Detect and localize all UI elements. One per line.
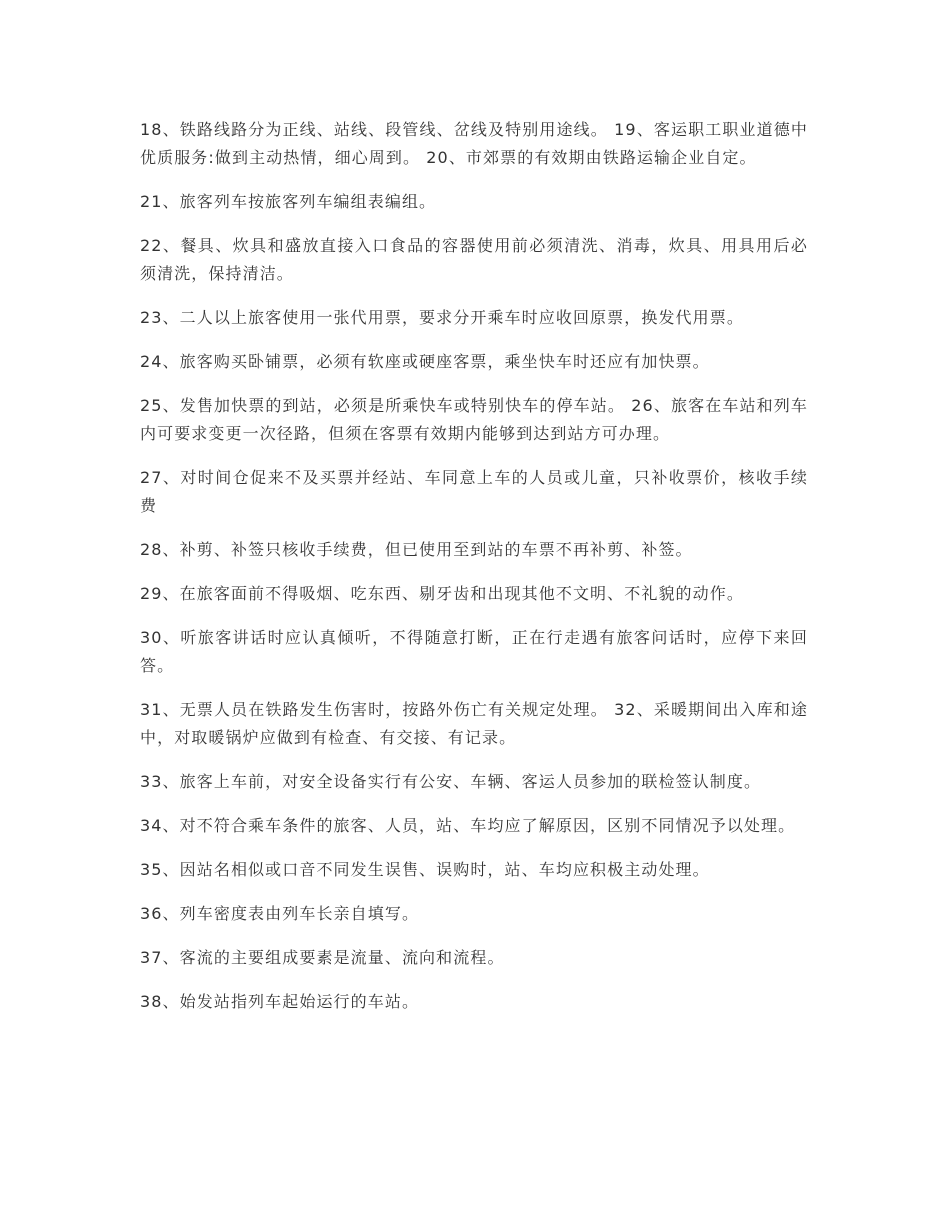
paragraph-33: 33、旅客上车前，对安全设备实行有公安、车辆、客运人员参加的联检签认制度。 (140, 772, 762, 791)
paragraph-28: 28、补剪、补签只核收手续费，但已使用至到站的车票不再补剪、补签。 (140, 540, 693, 559)
paragraph-25-26: 25、发售加快票的到站，必须是所乘快车或特别快车的停车站。 26、旅客在车站和列车内可要求变更一次径路，但须在客票有效期内能够到达到站方可办理。 (140, 396, 808, 443)
paragraph-38: 38、始发站指列车起始运行的车站。 (140, 992, 420, 1011)
paragraph-36: 36、列车密度表由列车长亲自填写。 (140, 904, 420, 923)
paragraph-18-20: 18、铁路线路分为正线、站线、段管线、岔线及特别用途线。 19、客运职工职业道德中优质服务:做到主动热情，细心周到。 20、市郊票的有效期由铁路运输企业自定。 (140, 120, 808, 167)
paragraph-27: 27、对时间仓促来不及买票并经站、车同意上车的人员或儿童，只补收票价，核收手续费 (140, 468, 808, 515)
paragraph-23: 23、二人以上旅客使用一张代用票，要求分开乘车时应收回原票，换发代用票。 (140, 308, 744, 327)
paragraph-31-32: 31、无票人员在铁路发生伤害时，按路外伤亡有关规定处理。 32、采暖期间出入库和途中，对取暖锅炉应做到有检查、有交接、有记录。 (140, 700, 808, 747)
paragraph-34: 34、对不符合乘车条件的旅客、人员，站、车均应了解原因，区别不同情况予以处理。 (140, 816, 796, 835)
paragraph-24: 24、旅客购买卧铺票，必须有软座或硬座客票，乘坐快车时还应有加快票。 (140, 352, 710, 371)
paragraph-37: 37、客流的主要组成要素是流量、流向和流程。 (140, 948, 505, 967)
paragraph-22: 22、餐具、炊具和盛放直接入口食品的容器使用前必须清洗、消毒，炊具、用具用后必须清洗，保持清洁。 (140, 236, 808, 283)
paragraph-21: 21、旅客列车按旅客列车编组表编组。 (140, 192, 437, 211)
paragraph-29: 29、在旅客面前不得吸烟、吃东西、剔牙齿和出现其他不文明、不礼貌的动作。 (140, 584, 744, 603)
paragraph-30: 30、听旅客讲话时应认真倾听，不得随意打断，正在行走遇有旅客问话时，应停下来回答。 (140, 628, 808, 675)
paragraph-35: 35、因站名相似或口音不同发生误售、误购时，站、车均应积极主动处理。 (140, 860, 710, 879)
document-page (140, 116, 808, 1032)
